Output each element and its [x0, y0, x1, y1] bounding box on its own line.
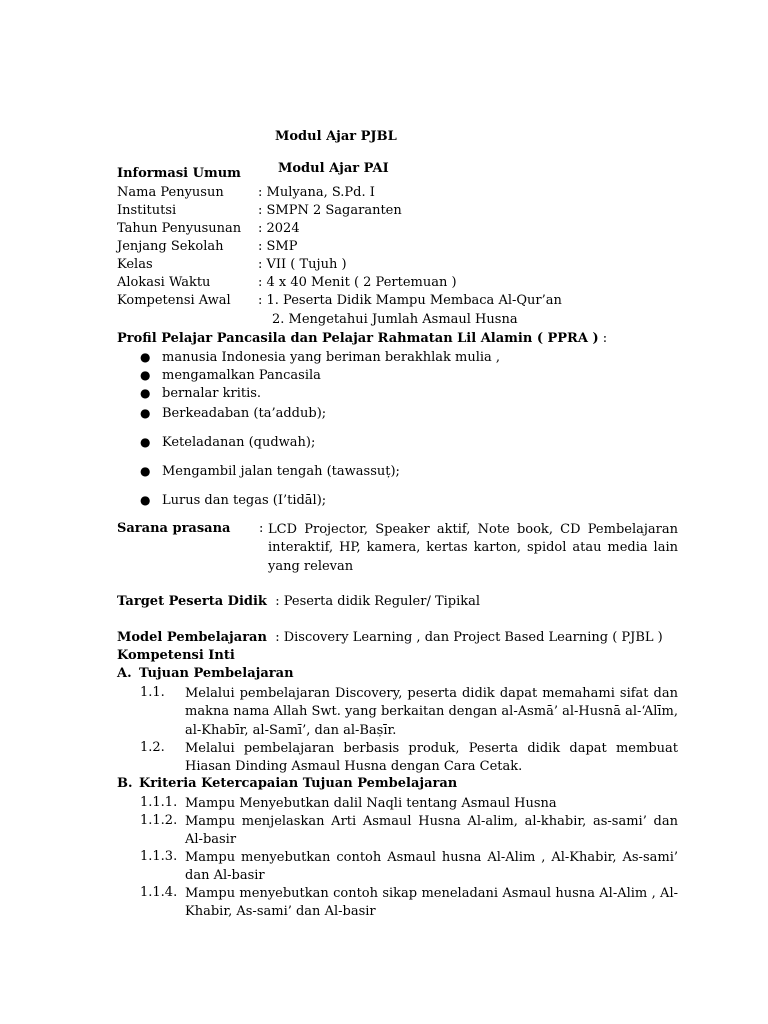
bullet-icon: ● — [140, 368, 151, 382]
sarana-colon: : — [259, 521, 264, 536]
item-number: 1.1.2. — [140, 813, 178, 828]
bullet-icon: ● — [140, 406, 151, 420]
document-subtitle: Modul Ajar PAI — [278, 161, 389, 176]
item-number: 1.1.1. — [140, 795, 178, 810]
list-item-text: manusia Indonesia yang beriman berakhlak mulia , — [162, 350, 501, 365]
info-value: : Mulyana, S.Pd. I — [258, 185, 375, 200]
info-value-continued: 2. Mengetahui Jumlah Asmaul Husna — [272, 312, 518, 327]
kriteria-text: Mampu menyebutkan contoh sikap meneladani Asmaul husna Al-Alim , Al-Khabir, As-sami’ dan Al-basir — [185, 886, 678, 920]
section-b-title: Kriteria Ketercapaian Tujuan Pembelajaran — [139, 776, 458, 791]
list-item — [140, 493, 326, 508]
target-label: Target Peserta Didik — [117, 594, 267, 609]
profil-heading-line — [117, 331, 607, 346]
list-item-text: Lurus dan tegas (I’tidāl); — [162, 493, 327, 508]
document-title: Modul Ajar PJBL — [275, 129, 397, 144]
item-number: 1.2. — [140, 740, 165, 755]
list-item — [140, 368, 321, 383]
kriteria-text: Mampu Menyebutkan dalil Naqli tentang Asmaul Husna — [185, 796, 557, 811]
model-value: : Discovery Learning , dan Project Based Learning ( PJBL ) — [275, 630, 663, 645]
profil-heading: Profil Pelajar Pancasila dan Pelajar Rahmatan Lil Alamin ( PPRA ) — [117, 331, 599, 346]
kompetensi-inti-heading: Kompetensi Inti — [117, 648, 235, 663]
info-label: Institutsi — [117, 203, 177, 218]
tujuan-text: Melalui pembelajaran berbasis produk, Peserta didik dapat membuat Hiasan Dinding Asmaul Husna dengan Cara Cetak. — [185, 741, 678, 775]
info-value: : 1. Peserta Didik Mampu Membaca Al-Qur’an — [258, 293, 562, 308]
bullet-icon: ● — [140, 493, 151, 507]
sarana-label: Sarana prasana — [117, 521, 231, 536]
info-label: Jenjang Sekolah — [117, 239, 224, 254]
info-label: Tahun Penyusunan — [117, 221, 242, 236]
section-a-letter: A. — [117, 666, 132, 681]
list-item-text: Keteladanan (qudwah); — [162, 435, 316, 450]
info-value: : 2024 — [258, 221, 300, 236]
item-number: 1.1.4. — [140, 885, 178, 900]
target-line — [117, 594, 480, 609]
info-value: : 4 x 40 Menit ( 2 Pertemuan ) — [258, 275, 457, 290]
list-item — [140, 406, 326, 421]
model-label: Model Pembelajaran — [117, 630, 267, 645]
list-item — [140, 464, 400, 479]
info-label: Nama Penyusun — [117, 185, 224, 200]
info-value: : SMPN 2 Sagaranten — [258, 203, 402, 218]
kriteria-text: Mampu menyebutkan contoh Asmaul husna Al-Alim , Al-Khabir, As-sami’ dan Al-basir — [185, 850, 678, 884]
section-a-title: Tujuan Pembelajaran — [139, 666, 294, 681]
bullet-icon: ● — [140, 464, 151, 478]
bullet-icon: ● — [140, 350, 151, 364]
list-item-text: bernalar kritis. — [162, 386, 262, 401]
sarana-text: LCD Projector, Speaker aktif, Note book, CD Pembelajaran interaktif, HP, kamera, kertas karton, spidol atau media lain yang relevan — [268, 522, 678, 574]
bullet-icon: ● — [140, 386, 151, 400]
bullet-icon: ● — [140, 435, 151, 449]
list-item-text: Mengambil jalan tengah (tawassuṭ); — [162, 464, 400, 479]
list-item-text: mengamalkan Pancasila — [162, 368, 321, 383]
list-item — [140, 386, 261, 401]
info-value: : VII ( Tujuh ) — [258, 257, 347, 272]
item-number: 1.1.3. — [140, 849, 178, 864]
kriteria-text: Mampu menjelaskan Arti Asmaul Husna Al-alim, al-khabir, as-sami’ dan Al-basir — [185, 814, 678, 848]
list-item — [140, 350, 500, 365]
target-value: : Peserta didik Reguler/ Tipikal — [275, 594, 481, 609]
model-line — [117, 630, 663, 645]
info-label: Kompetensi Awal — [117, 293, 231, 308]
list-item — [140, 435, 315, 450]
info-label: Alokasi Waktu — [117, 275, 211, 290]
info-value: : SMP — [258, 239, 298, 254]
info-heading: Informasi Umum — [117, 166, 241, 181]
item-number: 1.1. — [140, 685, 165, 700]
info-label: Kelas — [117, 257, 153, 272]
list-item-text: Berkeadaban (ta’addub); — [162, 406, 327, 421]
profil-colon: : — [598, 331, 608, 346]
tujuan-text: Melalui pembelajaran Discovery, peserta didik dapat memahami sifat dan makna nama Allah Swt. yang berkaitan dengan al-Asmā’ al-Husnā al-‘Alīm, al-Khabīr, al-Samī’, dan al-Baṣīr. — [185, 686, 678, 738]
section-b-letter: B. — [117, 776, 133, 791]
